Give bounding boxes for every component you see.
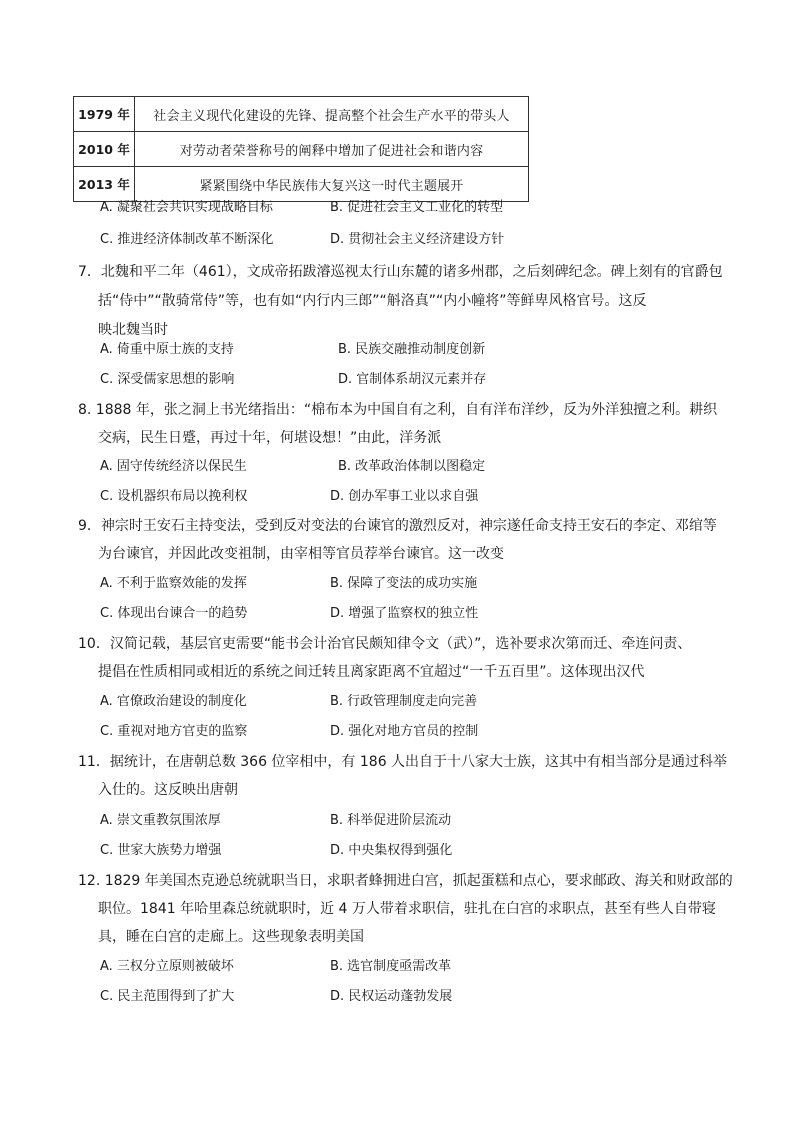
q12-stem-line: 12. 1829 年美国杰克逊总统就职当日，求职者蜂拥进白宫，抓起蛋糕和点心，要求邮政、海关和财政部的 [78, 873, 733, 889]
q11-option-b: B. 科举促进阶层流动 [330, 813, 452, 828]
table-row [74, 132, 529, 167]
q8-stem-line: 8. 1888 年，张之洞上书光绪指出：“棉布本为中国自有之利，自有洋布洋纱，反为外洋独擅之利。耕织 [78, 402, 718, 418]
description-cell: 紧紧围绕中华民族伟大复兴这一时代主题展开 [135, 167, 529, 202]
q12-stem-line: 职位。1841 年哈里森总统就职时，近 4 万人带着求职信，驻扎在白宫的求职点，甚至有些人自带寝 [98, 901, 716, 917]
q11-stem-line: 入仕的。这反映出唐朝 [98, 782, 238, 798]
q7-stem-line: 7．北魏和平二年（461），文成帝拓跋濬巡视太行山东麓的诸多州郡，之后刻碑纪念。碑上刻有的官爵包 [78, 264, 723, 280]
q7-stem-line: 映北魏当时 [98, 322, 168, 338]
q7-option-c: C. 深受儒家思想的影响 [100, 372, 235, 387]
table-row [74, 97, 529, 132]
q12-option-c: C. 民主范围得到了扩大 [100, 989, 235, 1004]
timeline-table [73, 96, 529, 202]
q6-option-b: B. 促进社会主义工业化的转型 [330, 200, 504, 215]
description-cell: 社会主义现代化建设的先锋、提高整个社会生产水平的带头人 [135, 97, 529, 132]
q6-option-a: A. 凝聚社会共识实现战略目标 [100, 200, 273, 215]
q12-option-d: D. 民权运动蓬勃发展 [330, 989, 453, 1004]
q11-stem-line: 11．据统计，在唐朝总数 366 位宰相中，有 186 人出自于十八家大士族，这其中有相当部分是通过科举 [78, 754, 728, 770]
q10-option-c: C. 重视对地方官吏的监察 [100, 724, 248, 739]
q10-stem-line: 10．汉简记载，基层官吏需要“能书会计治官民颇知律令文（武）”，选补要求次第而迁、牵连问责、 [78, 636, 692, 652]
q6-option-c: C. 推进经济体制改革不断深化 [100, 232, 274, 247]
q10-option-d: D. 强化对地方官员的控制 [330, 724, 479, 739]
q10-option-b: B. 行政管理制度走向完善 [330, 694, 478, 709]
q11-option-d: D. 中央集权得到强化 [330, 843, 453, 858]
year-cell: 2013 年 [74, 167, 135, 202]
q12-stem-line: 具，睡在白宫的走廊上。这些现象表明美国 [98, 929, 364, 945]
q9-option-d: D. 增强了监察权的独立性 [330, 606, 479, 621]
q10-stem-line: 提倡在性质相同或相近的系统之间迁转且离家距离不宜超过“一千五百里”。这体现出汉代 [98, 664, 645, 680]
year-cell: 2010 年 [74, 132, 135, 167]
q8-option-d: D. 创办军事工业以求自强 [330, 489, 479, 504]
q8-option-b: B. 改革政治体制以图稳定 [338, 459, 486, 474]
q10-option-a: A. 官僚政治建设的制度化 [100, 694, 247, 709]
q8-stem-line: 交病，民生日蹙，再过十年，何堪设想！”由此，洋务派 [98, 430, 442, 446]
q9-option-a: A. 不利于监察效能的发挥 [100, 576, 247, 591]
q9-option-b: B. 保障了变法的成功实施 [330, 576, 478, 591]
table-row [74, 167, 529, 202]
q9-stem-line: 9．神宗时王安石主持变法，受到反对变法的台谏官的激烈反对，神宗遂任命支持王安石的李定、邓绾等 [78, 518, 717, 534]
q8-option-a: A. 固守传统经济以保民生 [100, 459, 247, 474]
q12-option-a: A. 三权分立原则被破坏 [100, 959, 234, 974]
q7-option-d: D. 官制体系胡汉元素并存 [338, 372, 487, 387]
q7-stem-line: 括“侍中”“散骑常侍”等，也有如“内行内三郎”“斛洛真”“内小幢将”等鲜卑风格官号。这反 [98, 293, 647, 309]
q12-option-b: B. 选官制度亟需改革 [330, 959, 452, 974]
description-cell: 对劳动者荣誉称号的阐释中增加了促进社会和谐内容 [135, 132, 529, 167]
q11-option-a: A. 崇文重教氛围浓厚 [100, 813, 221, 828]
q6-option-d: D. 贯彻社会主义经济建设方针 [330, 232, 505, 247]
q7-option-a: A. 倚重中原士族的支持 [100, 342, 234, 357]
q9-stem-line: 为台谏官，并因此改变祖制，由宰相等官员荐举台谏官。这一改变 [98, 546, 504, 562]
q7-option-b: B. 民族交融推动制度创新 [338, 342, 486, 357]
year-cell: 1979 年 [74, 97, 135, 132]
q8-option-c: C. 设机器织布局以挽利权 [100, 489, 248, 504]
q9-option-c: C. 体现出台谏合一的趋势 [100, 606, 248, 621]
q11-option-c: C. 世家大族势力增强 [100, 843, 222, 858]
